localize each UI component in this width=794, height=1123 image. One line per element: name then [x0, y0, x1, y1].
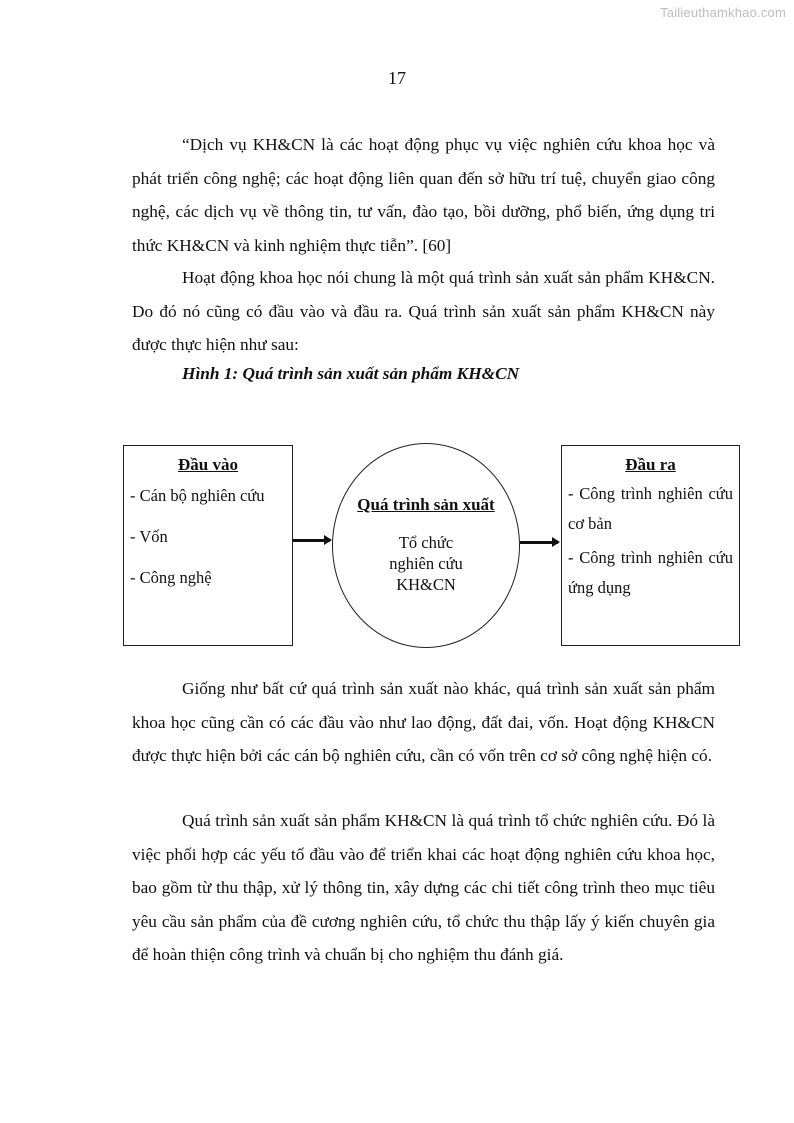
input-item: - Cán bộ nghiên cứu — [130, 486, 265, 505]
process-title: Quá trình sản xuất — [357, 495, 495, 514]
paragraph-definition: “Dịch vụ KH&CN là các hoạt động phục vụ việc nghiên cứu khoa học và phát triển công nghệ; các hoạt động liên quan đến sở hữu trí tuệ, chuyển giao công nghệ, các dịch vụ về thông tin, tư vấn, đào tạo, bồi dưỡng, phổ biến, ứng dụng tri thức KH&CN và kinh nghiệm thực tiễn”. [60] — [132, 135, 715, 255]
figure-caption: Hình 1: Quá trình sản xuất sản phẩm KH&CN — [182, 364, 520, 383]
output-item: - Công trình nghiên cứu cơ bản — [568, 484, 733, 533]
process-line: nghiên cứu — [389, 554, 463, 573]
input-item: - Công nghệ — [130, 568, 212, 587]
process-line: KH&CN — [396, 575, 456, 594]
output-item: - Công trình nghiên cứu ứng dụng — [568, 548, 733, 597]
arrow-right-icon — [293, 539, 330, 542]
output-box-title: Đầu ra — [625, 455, 676, 474]
arrow-right-icon — [520, 541, 558, 544]
paragraph-intro: Hoạt động khoa học nói chung là một quá trình sản xuất sản phẩm KH&CN. Do đó nó cũng có đầu vào và đầu ra. Quá trình sản xuất sản phẩm KH&CN này được thực hiện như sau: — [132, 268, 715, 354]
watermark: Tailieuthamkhao.com — [660, 5, 786, 20]
output-box — [561, 445, 740, 646]
input-box — [123, 445, 293, 646]
process-circle — [332, 443, 520, 648]
paragraph-process: Quá trình sản xuất sản phẩm KH&CN là quá trình tổ chức nghiên cứu. Đó là việc phối hợp các yếu tố đầu vào để triển khai các hoạt động nghiên cứu khoa học, bao gồm từ thu thập, xử lý thông tin, xây dựng các chi tiết công trình theo mục tiêu yêu cầu sản phẩm của đề cương nghiên cứu, tổ chức thu thập lấy ý kiến chuyên gia để hoàn thiện công trình và chuẩn bị cho nghiệm thu đánh giá. — [132, 811, 715, 964]
input-box-title: Đầu vào — [178, 455, 238, 474]
paragraph-inputs: Giống như bất cứ quá trình sản xuất nào khác, quá trình sản xuất sản phẩm khoa học cũng cần có các đầu vào như lao động, đất đai, vốn. Hoạt động KH&CN được thực hiện bởi các cán bộ nghiên cứu, cần có vốn trên cơ sở công nghệ hiện có. — [132, 679, 715, 765]
input-item: - Vốn — [130, 527, 168, 546]
page-number: 17 — [388, 68, 406, 88]
process-line: Tổ chức — [398, 533, 454, 552]
process-body — [333, 532, 519, 595]
